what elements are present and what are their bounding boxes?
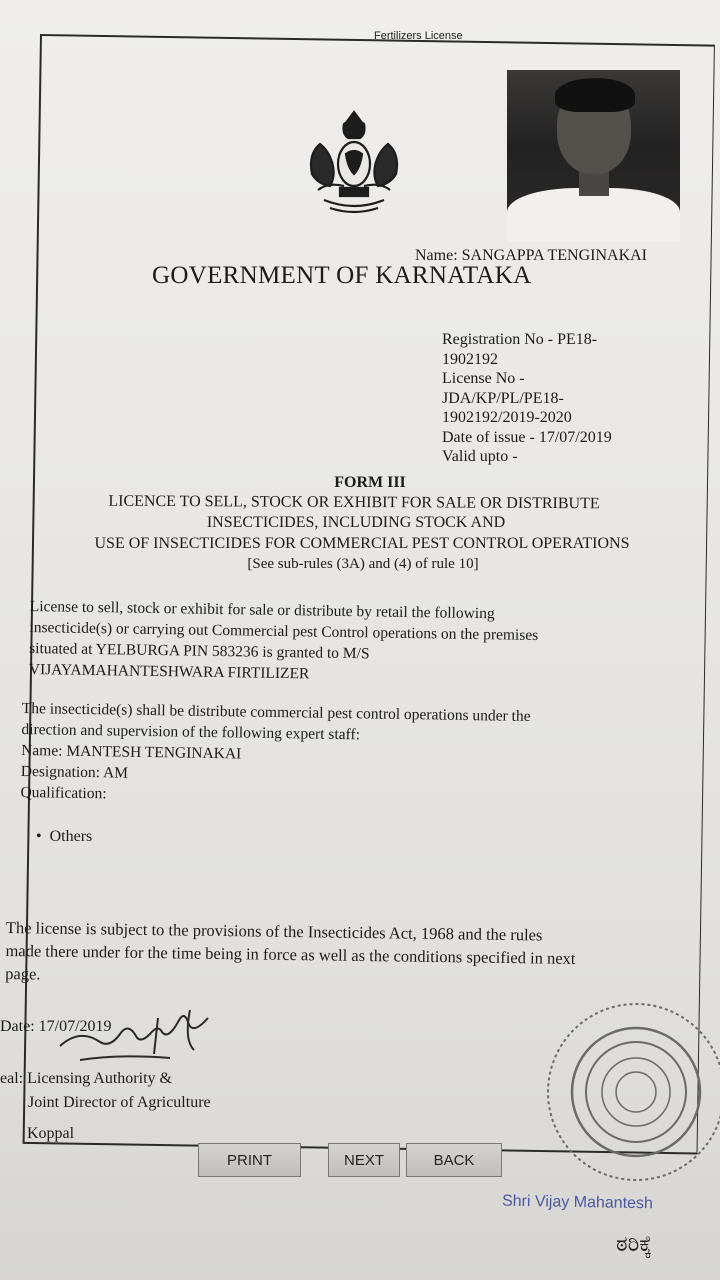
paragraph-line: License to sell, stock or exhibit for sale or distribute by retail the following — [29, 597, 495, 623]
holder-name: Name: SANGAPPA TENGINAKAI — [415, 247, 648, 264]
paragraph-line: made there under for the time being in force as well as the conditions specified in next — [5, 940, 576, 968]
bullet-icon: • — [36, 828, 50, 845]
form-title: FORM III — [334, 474, 406, 491]
authority-place: Koppal — [27, 1125, 75, 1142]
official-seal-stamp-icon — [538, 992, 720, 1192]
next-button[interactable]: NEXT — [328, 1143, 400, 1177]
signature-icon — [40, 1004, 250, 1074]
registration-line: Valid upto - — [442, 448, 518, 465]
qualification-text: Others — [49, 828, 93, 845]
photo-shirt — [507, 188, 680, 242]
government-title: GOVERNMENT OF KARNATAKA — [152, 262, 532, 289]
paragraph-line: direction and supervision of the following expert staff: — [21, 720, 361, 744]
qualification-item — [36, 828, 92, 846]
registration-line: License No - — [442, 370, 525, 387]
registration-line: 1902192 — [442, 350, 498, 368]
staff-name: Name: MANTESH TENGINAKAI — [21, 741, 242, 763]
karnataka-emblem-icon — [300, 104, 408, 224]
staff-paragraph — [20, 698, 530, 811]
photo-hair — [555, 78, 635, 112]
issue-date: Date: 17/07/2019 — [0, 1018, 112, 1035]
paragraph-line: The insecticide(s) shall be distribute commercial pest control operations under the — [21, 699, 531, 725]
authority-designation: Joint Director of Agriculture — [28, 1094, 211, 1111]
paragraph-line: The license is subject to the provisions of the Insecticides Act, 1968 and the rules — [5, 917, 543, 945]
registration-line: 1902192/2019-2020 — [442, 409, 572, 426]
form-heading-line: LICENCE TO SELL, STOCK OR EXHIBIT FOR SALE OR DISTRIBUTE — [108, 492, 600, 513]
staff-designation: Designation: AM — [20, 762, 129, 782]
registration-line: Date of issue - 17/07/2019 — [442, 428, 612, 446]
form-heading-line: USE OF INSECTICIDES FOR COMMERCIAL PEST CONTROL OPERATIONS — [94, 535, 630, 552]
form-rule-reference: [See sub-rules (3A) and (4) of rule 10] — [247, 556, 479, 572]
holder-photo — [507, 70, 680, 242]
registration-block — [442, 330, 612, 467]
form-heading-line: INSECTICIDES, INCLUDING STOCK AND — [206, 514, 506, 531]
staff-qualification-label: Qualification: — [20, 783, 107, 803]
paragraph-line: page. — [5, 963, 41, 984]
grant-paragraph — [29, 596, 539, 688]
page-header-title: Fertilizers License — [374, 30, 463, 42]
conditions-paragraph — [5, 916, 576, 993]
handwritten-note: Shri Vijay Mahantesh — [501, 1192, 654, 1213]
print-button[interactable]: PRINT — [198, 1143, 301, 1177]
back-button[interactable]: BACK — [406, 1143, 502, 1177]
handwritten-kannada-note: ಠರಿಕ್ಕೆ — [616, 1231, 653, 1256]
registration-line: Registration No - PE18- — [442, 331, 598, 348]
paragraph-line: VIJAYAMAHANTESHWARA FIRTILIZER — [28, 660, 310, 683]
registration-line: JDA/KP/PL/PE18- — [442, 389, 564, 407]
paragraph-line: insecticide(s) or carrying out Commercial pest Control operations on the premises — [29, 618, 539, 644]
paragraph-line: situated at YELBURGA PIN 583236 is granted to M/S — [29, 639, 370, 663]
seal-authority: eal: Licensing Authority & — [0, 1070, 172, 1087]
